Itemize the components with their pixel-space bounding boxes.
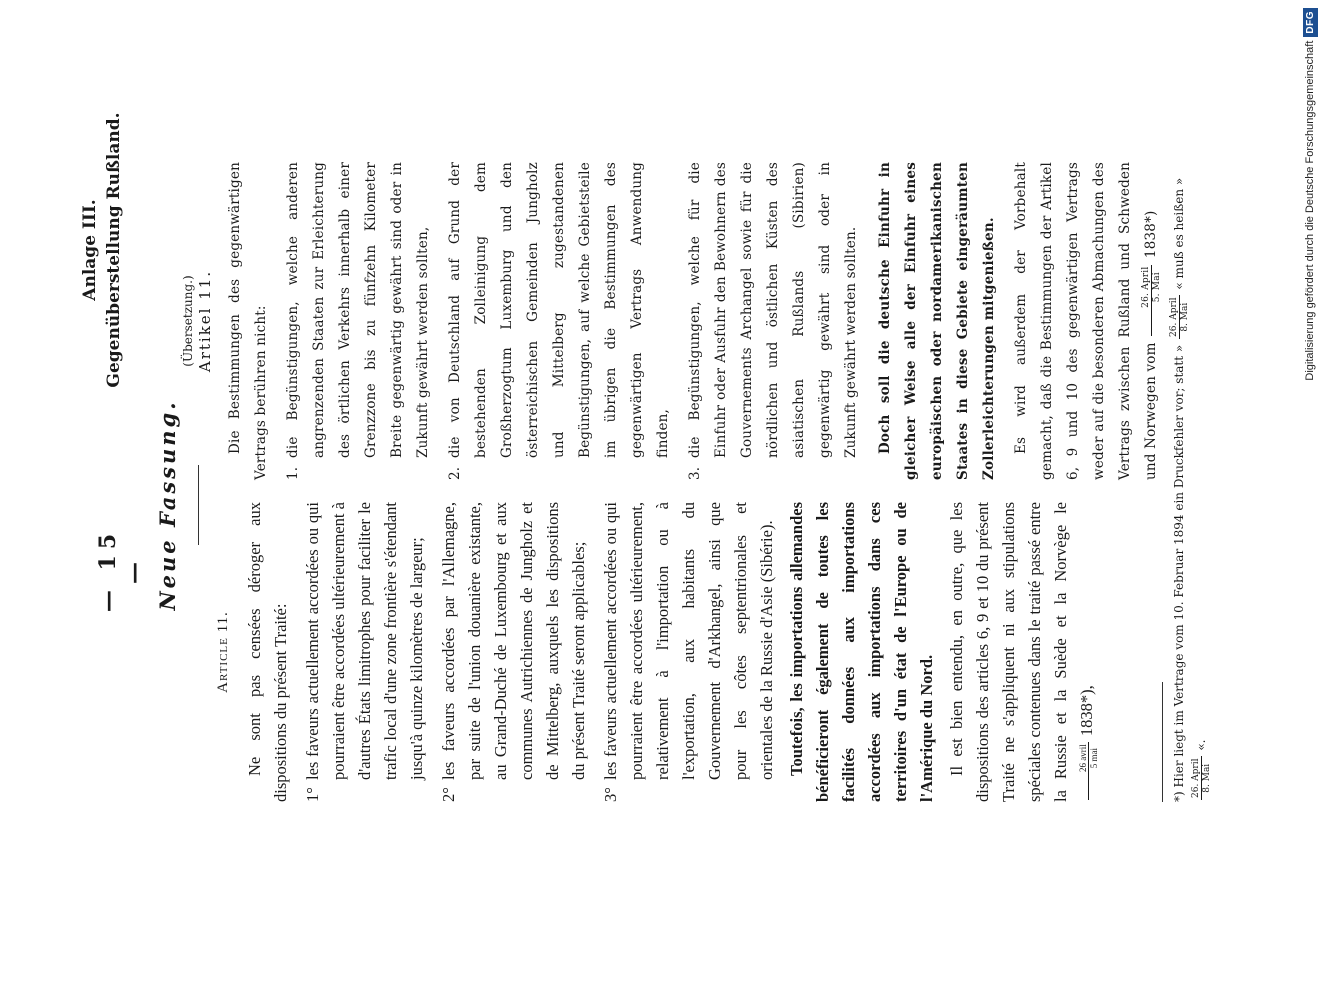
french-item-number: 2° [439,787,458,802]
fraction-top: 26. April [1191,758,1201,798]
german-bold-paragraph: Doch soll die deutsche Einfuhr in gleicher Weise alle der Einfuhr eines europäischen oder nordamerikanischen Staates in diese Gebiete eingeräumten Zollerleichterungen mitgenießen. [877,162,997,480]
page-number: — 15 — [95,527,147,613]
footnote-divider [1162,682,1163,802]
french-bold-paragraph: Toutefois, les importations allemandes bénéficieront également de toutes les facilités données aux importations accordées aux importations dans ces territoires d'un état de l'Europe ou de l'Amérique du Nord. [787,502,936,802]
german-item-text: die Begünstigungen, welche für die Einfuhr oder Ausfuhr den Bewohnern des Gouvernements Archangel sowie für die nördlichen und östlichen Küsten des asiatischen Rußlands (Sibirien) gegenwärtig gewährt sind oder in Zukunft gewährt werden sollten. [687,162,859,458]
french-final-paragraph [944,502,1100,802]
fraction-top: 26. April [1169,297,1179,337]
german-item-text: die von Deutschland auf Grund der bestehenden Zolleinigung dem Großherzogtum Luxemburg und den österreichischen Gemeinden Jungholz und Mittelberg zugestandenen Begünstigungen, auf welche Gebietsteile im übrigen die Bestimmungen des gegenwärtigen Vertrags Anwendung finden, [447,162,671,458]
french-item-text: les faveurs actuellement accordées ou qui pourraient être accordées ultérieurement, relativement à l'importation ou à l'exportation, aux habitants du Gouvernement d'Arkhangel, ainsi que pour les côtes septentrionales et orientales de la Russie d'Asie (Sibérie). [601,502,776,780]
dfg-logo: DFG [1303,8,1318,37]
german-final-paragraph [1008,162,1164,480]
footnote-text: «. [1194,739,1208,751]
footnote-fraction [1191,757,1212,801]
french-item [300,502,430,802]
german-item-text: die Begünstigungen, welche anderen angrenzenden Staaten zur Erleichterung des örtlichen Verkehrs innerhalb einer Grenzzone bis zu fünfzehn Kilometer Breite gegenwärtig gewährt sind oder in Zukunft gewährt werden sollten, [285,162,431,458]
french-column [215,502,1100,802]
footnote-fraction [1169,295,1190,339]
french-item-text: les faveurs accordées par l'Allemagne, par suite de l'union douanière existante, au Grand-Duché de Luxembourg et aux communes Autrichiennes de Jungholz et de Mittelberg, auxquels les dispositions du présent Traité seront applicables; [439,502,588,780]
translation-note: (Übersetzung.) [181,275,195,367]
french-intro: Ne sont pas censées déroger aux dispositions du présent Traité: [245,502,290,802]
fraction-bottom: 8. Mai [1180,302,1190,332]
french-date-fraction [1078,742,1099,800]
french-item [436,502,592,802]
fraction-top: 26. April [1141,265,1152,336]
german-item-number: 2. [447,466,463,480]
german-final-text-end: 1838*) [1143,210,1159,259]
german-final-text: Es wird außerdem der Vorbehalt gemacht, daß die Bestimmungen der Artikel 6, 9 und 10 des gegenwärtigen Vertrags weder auf die besonderen Abmachungen des Vertrags zwischen Rußland und Schweden und Norwegen vom [1013,162,1159,480]
annex-subtitle: Gegenüberstellung Rußland. [104,112,124,388]
french-final-text-end: 1838*), [1077,685,1096,737]
credit-text: Digitalisierung gefördert durch die Deutsche Forschungsgemeinschaft [1304,40,1316,381]
fraction-top: 26 avril [1078,742,1089,800]
french-final-text: Il est bien entendu, en outre, que les dispositions des articles 6, 9 et 10 du présent Traité ne s'appliquent ni aux stipulations spéciales contenues dans le traité passé entre la Russie et la Suède et la Norvège le [947,502,1070,802]
fraction-bottom: 5 mai [1088,748,1099,769]
annex-title: Anlage III. [80,199,100,301]
footnote-text: *) Hier liegt im Vertrage vom 10. Februar 1894 ein Druckfehler vor; statt » [1172,344,1186,802]
french-item-text: les faveurs actuellement accordées ou qui pourraient être accordées ultérieurement à d'autres États limitrophes pour faciliter le trafic local d'une zone frontière s'étendant jusqu'à quinze kilomètres de largeur; [303,502,426,780]
footnote-text: « muß es heißen » [1172,177,1186,290]
french-item-number: 1° [303,787,322,802]
german-item [682,162,864,480]
french-article-title: Article 11. [215,611,231,693]
french-item-number: 3° [601,787,620,802]
german-column [180,162,1164,480]
fraction-bottom: 5. Mai [1152,272,1162,303]
german-item [280,162,436,480]
footnote [1168,162,1212,802]
french-item [598,502,780,802]
fraction-bottom: 8. Mai [1202,763,1212,793]
german-item-number: 3. [687,466,703,480]
german-article-title: Artikel 11. [196,269,214,373]
german-item [442,162,676,480]
german-intro: Die Bestimmungen des gegenwärtigen Vertrags berühren nicht: [227,162,269,480]
credit-sidebar [1297,8,1323,992]
german-item-number: 1. [285,466,301,480]
german-date-fraction [1141,265,1162,336]
section-title: Neue Fassung. [155,399,180,611]
